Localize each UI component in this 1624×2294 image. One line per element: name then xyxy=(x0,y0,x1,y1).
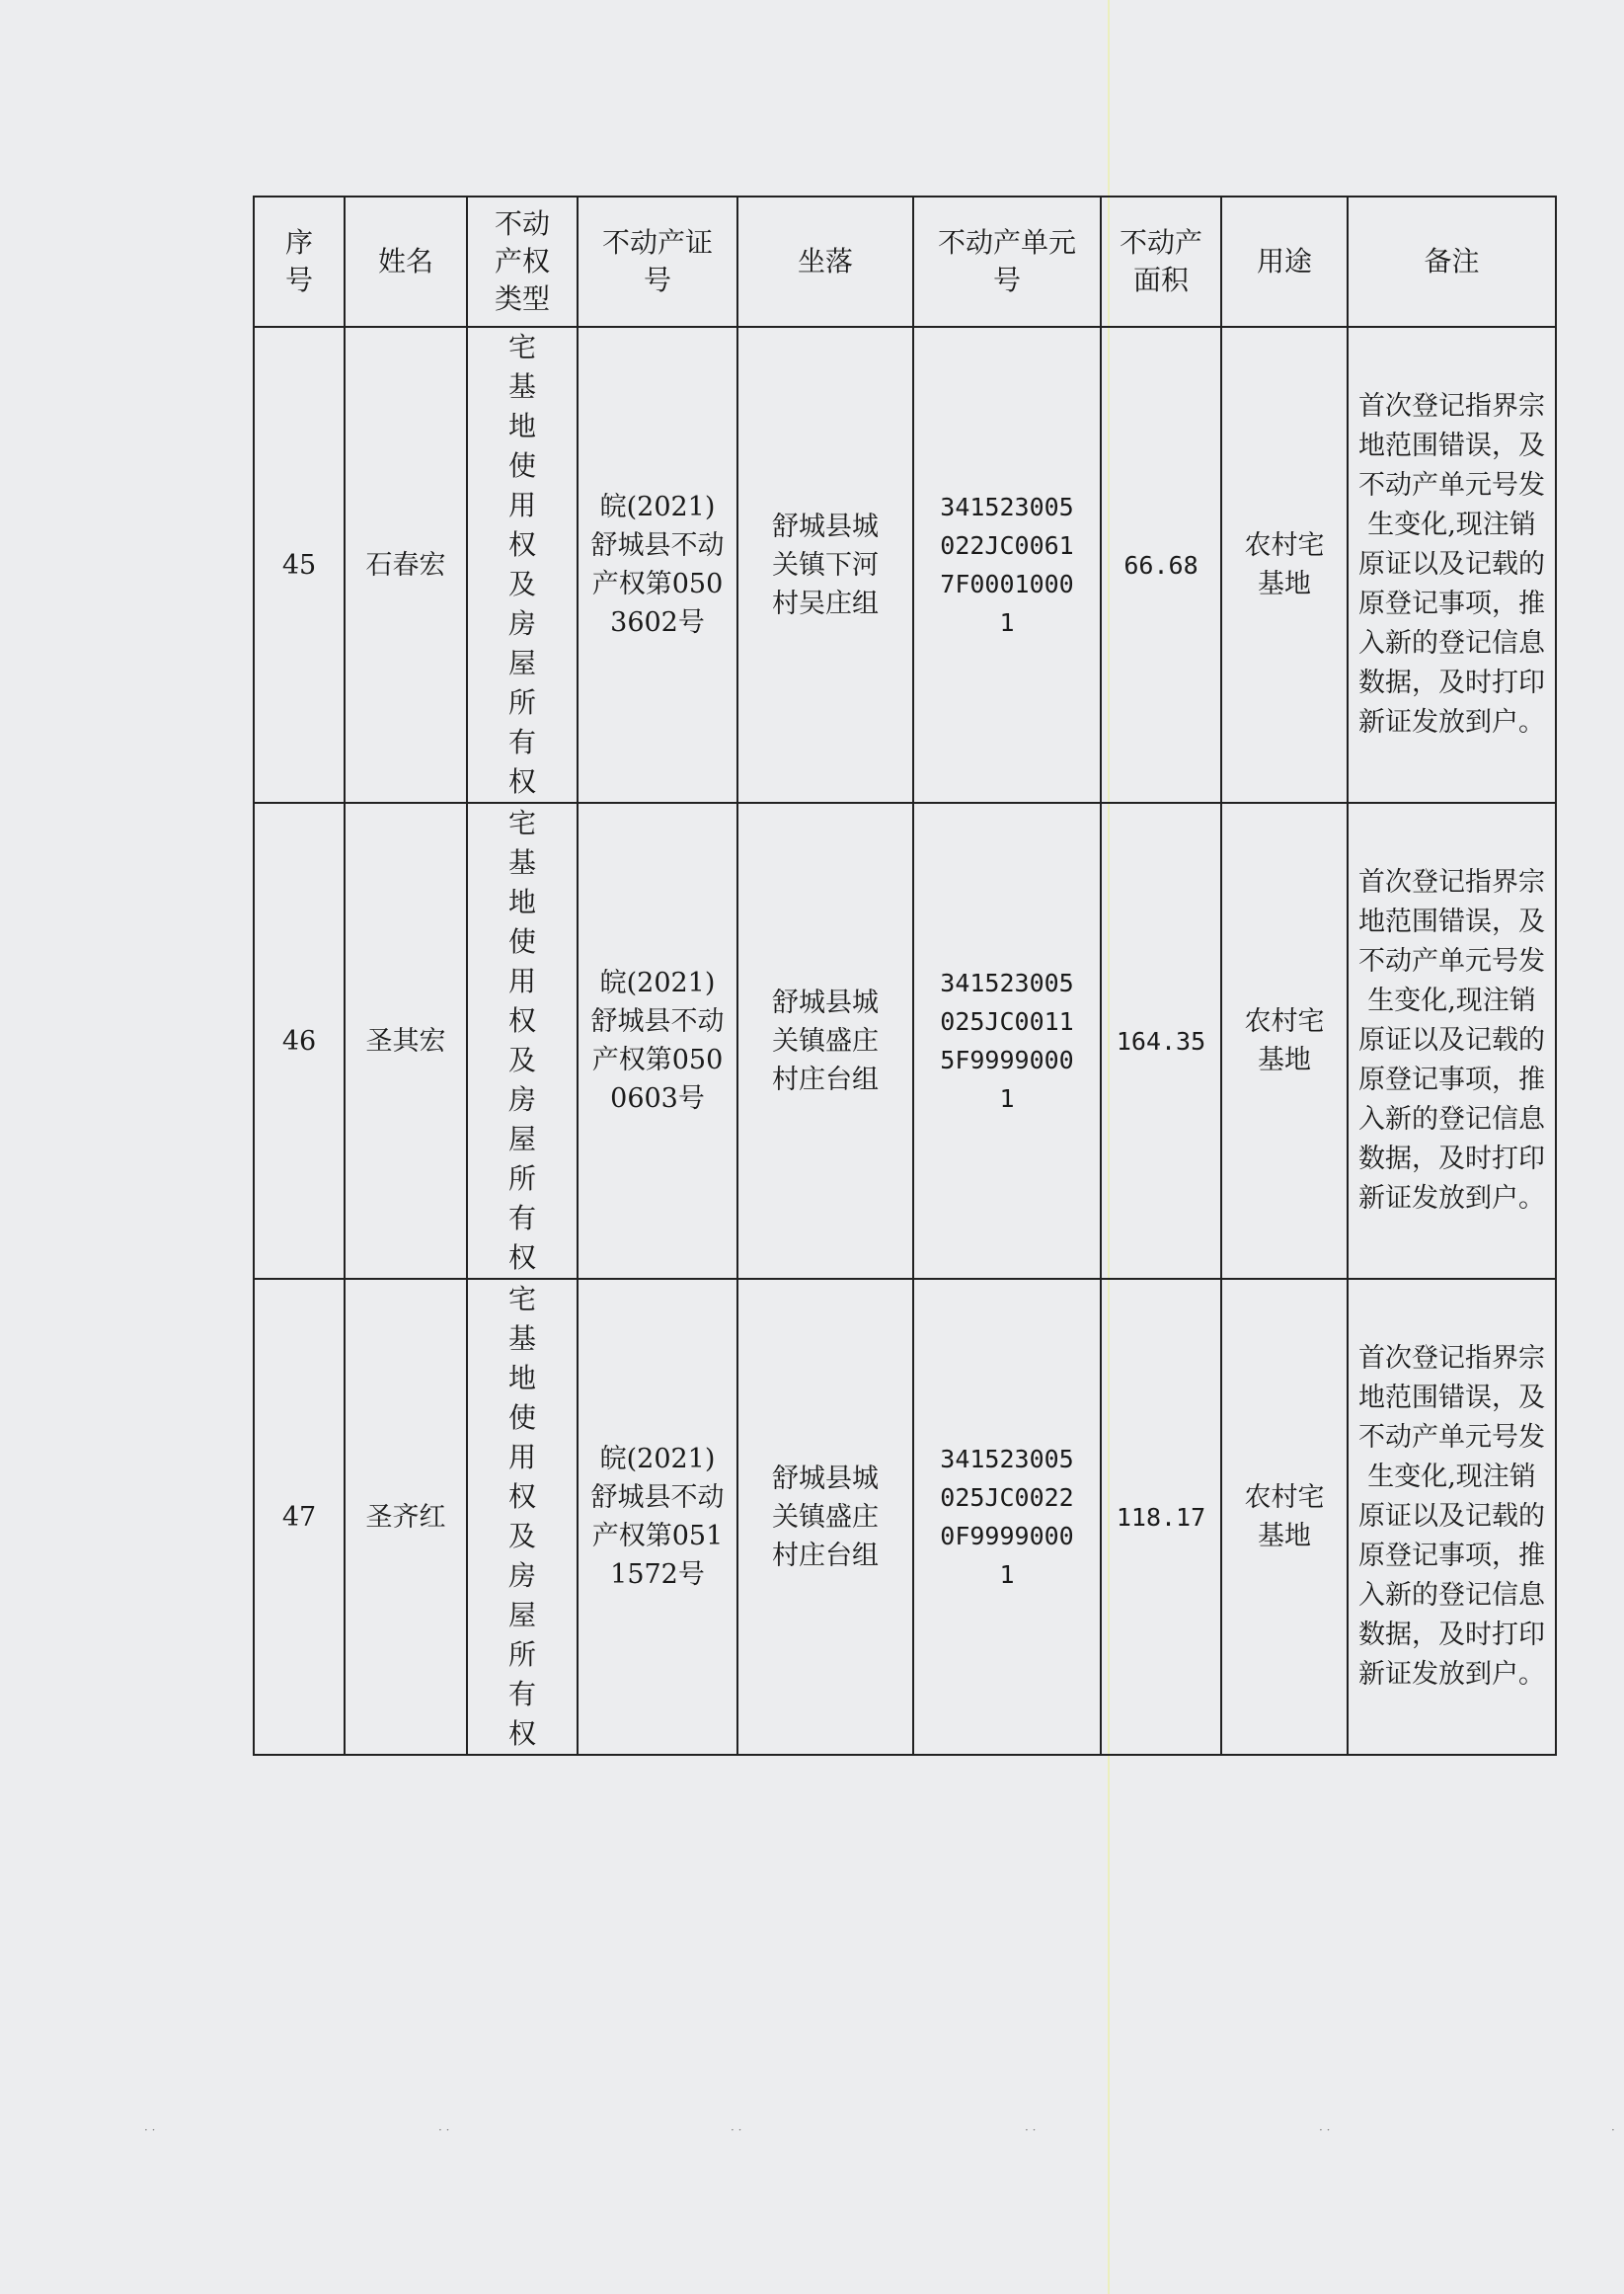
cell-unit xyxy=(913,1279,1101,1755)
location-value: 舒城县城关镇盛庄村庄台组 xyxy=(772,987,879,1095)
name-value: 圣其宏 xyxy=(365,1025,446,1057)
header-seq xyxy=(254,197,345,327)
header-name-label: 姓名 xyxy=(377,245,433,277)
cert-value: 皖(2021)舒城县不动产权第0503602号 xyxy=(590,492,725,638)
header-note-label: 备注 xyxy=(1424,245,1480,277)
cell-seq xyxy=(254,803,345,1279)
cell-note xyxy=(1348,803,1556,1279)
scan-mark: · · xyxy=(1319,2123,1331,2137)
seq-value: 45 xyxy=(281,549,317,581)
cell-cert xyxy=(578,803,737,1279)
scan-footer-marks xyxy=(0,2123,1624,2143)
table-row xyxy=(254,1279,1556,1755)
cell-location xyxy=(737,327,913,803)
unit-value: 341523005022JC00617F00010001 xyxy=(940,493,1074,637)
location-value: 舒城县城关镇下河村吴庄组 xyxy=(772,511,879,619)
cell-note xyxy=(1348,1279,1556,1755)
cell-cert xyxy=(578,327,737,803)
cell-seq xyxy=(254,1279,345,1755)
unit-value: 341523005025JC00220F99990001 xyxy=(940,1445,1074,1589)
cell-unit xyxy=(913,327,1101,803)
header-seq-label: 序号 xyxy=(284,226,313,296)
header-unit xyxy=(913,197,1101,327)
name-value: 石春宏 xyxy=(365,549,446,581)
cert-value: 皖(2021)舒城县不动产权第0500603号 xyxy=(590,968,725,1114)
cell-type xyxy=(467,1279,578,1755)
scan-mark: · · xyxy=(144,2123,156,2137)
cell-seq xyxy=(254,327,345,803)
cell-use xyxy=(1221,327,1348,803)
type-value: 宅基地使用权及房屋所有权 xyxy=(507,807,536,1274)
table-row xyxy=(254,803,1556,1279)
registration-table xyxy=(253,196,1557,1756)
table-row xyxy=(254,327,1556,803)
cell-area xyxy=(1101,327,1221,803)
header-cert xyxy=(578,197,737,327)
scan-mark: · xyxy=(1611,2123,1615,2137)
use-value: 农村宅基地 xyxy=(1244,1482,1325,1551)
cell-type xyxy=(467,327,578,803)
scan-mark: · · xyxy=(438,2123,450,2137)
note-value: 首次登记指界宗地范围错误，及不动产单元号发生变化,现注销原证以及记载的原登记事项，推入新的登记信息数据，及时打印新证发放到户。 xyxy=(1358,867,1545,1214)
header-cert-label: 不动产证号 xyxy=(601,226,713,296)
use-value: 农村宅基地 xyxy=(1244,530,1325,599)
header-area xyxy=(1101,197,1221,327)
header-type xyxy=(467,197,578,327)
seq-value: 46 xyxy=(281,1025,317,1057)
note-value: 首次登记指界宗地范围错误，及不动产单元号发生变化,现注销原证以及记载的原登记事项，推入新的登记信息数据，及时打印新证发放到户。 xyxy=(1358,391,1545,738)
cell-area xyxy=(1101,1279,1221,1755)
seq-value: 47 xyxy=(281,1501,317,1533)
cell-unit xyxy=(913,803,1101,1279)
location-value: 舒城县城关镇盛庄村庄台组 xyxy=(772,1463,879,1571)
header-use xyxy=(1221,197,1348,327)
area-value: 66.68 xyxy=(1123,550,1199,580)
type-value: 宅基地使用权及房屋所有权 xyxy=(507,1283,536,1750)
cell-cert xyxy=(578,1279,737,1755)
header-use-label: 用途 xyxy=(1256,245,1312,277)
unit-value: 341523005025JC00115F99990001 xyxy=(940,969,1074,1113)
header-area-label: 不动产面积 xyxy=(1119,226,1202,296)
header-name xyxy=(345,197,467,327)
cell-type xyxy=(467,803,578,1279)
scan-mark: · · xyxy=(1025,2123,1037,2137)
header-note xyxy=(1348,197,1556,327)
header-type-label: 不动产权类型 xyxy=(494,207,550,315)
cell-name xyxy=(345,1279,467,1755)
use-value: 农村宅基地 xyxy=(1244,1006,1325,1075)
header-unit-label: 不动产单元号 xyxy=(937,226,1076,296)
cell-use xyxy=(1221,1279,1348,1755)
scan-mark: · · xyxy=(731,2123,742,2137)
note-value: 首次登记指界宗地范围错误，及不动产单元号发生变化,现注销原证以及记载的原登记事项，推入新的登记信息数据，及时打印新证发放到户。 xyxy=(1358,1343,1545,1690)
cell-area xyxy=(1101,803,1221,1279)
cell-name xyxy=(345,803,467,1279)
header-location xyxy=(737,197,913,327)
type-value: 宅基地使用权及房屋所有权 xyxy=(507,331,536,798)
area-value: 164.35 xyxy=(1116,1026,1206,1056)
cell-location xyxy=(737,1279,913,1755)
table-header-row xyxy=(254,197,1556,327)
cell-location xyxy=(737,803,913,1279)
area-value: 118.17 xyxy=(1116,1502,1206,1532)
name-value: 圣齐红 xyxy=(365,1501,446,1533)
cert-value: 皖(2021)舒城县不动产权第0511572号 xyxy=(590,1444,725,1590)
cell-note xyxy=(1348,327,1556,803)
cell-use xyxy=(1221,803,1348,1279)
cell-name xyxy=(345,327,467,803)
header-location-label: 坐落 xyxy=(797,245,853,277)
